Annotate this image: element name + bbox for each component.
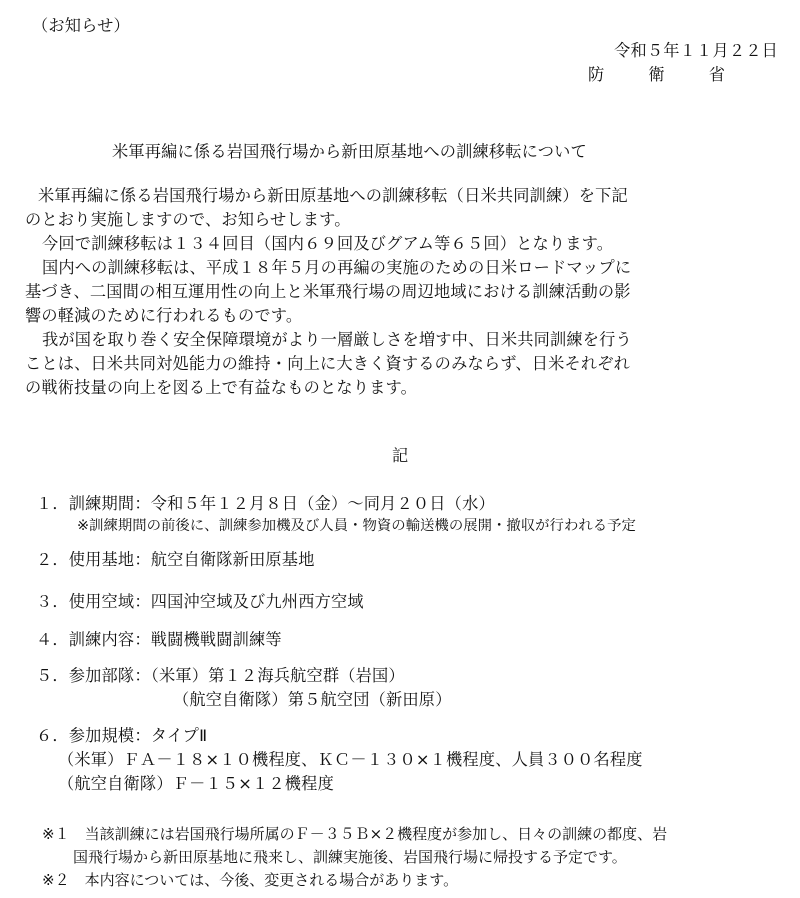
- issuer-name: 防 衛 省: [588, 65, 739, 84]
- item-base: ２．使用基地：航空自衛隊新田原基地: [36, 550, 315, 569]
- issue-date: 令和５年１１月２２日: [614, 41, 778, 60]
- intro-line: 基づき、二国間の相互運用性の向上と米軍飛行場の周辺地域における訓練活動の影: [25, 282, 631, 301]
- item-units: ５．参加部隊：（米軍）第１２海兵航空群（岩国）: [36, 666, 405, 685]
- item-scale: ６．参加規模：タイプⅡ: [36, 726, 208, 745]
- item-training-period-note: ※訓練期間の前後に、訓練参加機及び人員・物資の輸送機の展開・撤収が行われる予定: [77, 518, 636, 534]
- note-2: ※２ 本内容については、今後、変更される場合があります。: [42, 871, 459, 889]
- intro-line: の戦術技量の向上を図る上で有益なものとなります。: [25, 378, 418, 397]
- page-title: 米軍再編に係る岩国飛行場から新田原基地への訓練移転について: [112, 142, 587, 161]
- intro-line: のとおり実施しますので、お知らせします。: [25, 210, 351, 229]
- intro-line: 米軍再編に係る岩国飛行場から新田原基地への訓練移転（日米共同訓練）を下記: [38, 186, 628, 205]
- item-scale-jasdf: （航空自衛隊）Ｆ－１５×１２機程度: [58, 774, 334, 793]
- note-1: ※１ 当該訓練には岩国飛行場所属のＦ－３５Ｂ×２機程度が参加し、日々の訓練の都度、岩: [42, 825, 668, 843]
- item-units-jasdf: （航空自衛隊）第５航空団（新田原）: [173, 690, 452, 709]
- notice-label: （お知らせ）: [32, 16, 130, 35]
- intro-line: 今回で訓練移転は１３４回目（国内６９回及びグアム等６５回）となります。: [42, 234, 614, 253]
- item-scale-usmil: （米軍）ＦＡ－１８×１０機程度、ＫＣ－１３０×１機程度、人員３００名程度: [58, 750, 643, 769]
- intro-line: 我が国を取り巻く安全保障環境がより一層厳しさを増す中、日米共同訓練を行う: [42, 330, 632, 349]
- ki-heading: 記: [392, 446, 409, 465]
- note-1-cont: 国飛行場から新田原基地に飛来し、訓練実施後、岩国飛行場に帰投する予定です。: [73, 848, 627, 866]
- item-airspace: ３．使用空域：四国沖空域及び九州西方空域: [36, 592, 364, 611]
- item-content: ４．訓練内容：戦闘機戦闘訓練等: [36, 630, 282, 649]
- intro-line: 国内への訓練移転は、平成１８年５月の再編の実施のための日米ロードマップに: [42, 258, 632, 277]
- intro-line: ことは、日米共同対処能力の維持・向上に大きく資するのみならず、日米それぞれ: [25, 354, 631, 373]
- intro-line: 響の軽減のために行われるものです。: [25, 306, 303, 325]
- item-training-period: １．訓練期間：令和５年１２月８日（金）～同月２０日（水）: [36, 494, 495, 513]
